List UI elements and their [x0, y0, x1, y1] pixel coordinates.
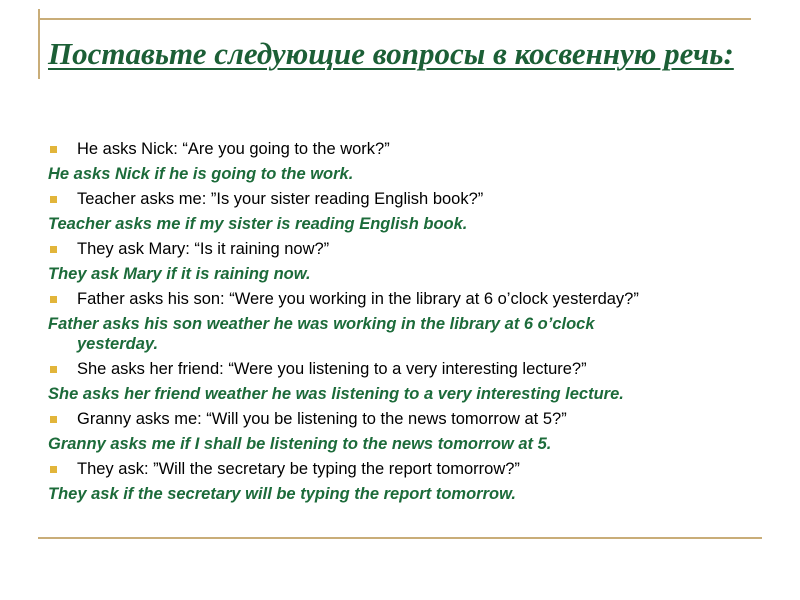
- bullet-icon: [50, 296, 57, 303]
- question-5-text: She asks her friend: “Were you listening to a very interesting lecture?”: [77, 360, 587, 378]
- bullet-icon: [50, 416, 57, 423]
- question-5: [48, 359, 768, 379]
- question-4-text: Father asks his son: “Were you working in the library at 6 o’clock yesterday?”: [77, 290, 639, 308]
- bullet-icon: [50, 366, 57, 373]
- answer-4: [48, 314, 768, 354]
- bullet-icon: [50, 146, 57, 153]
- question-1: [48, 139, 768, 159]
- question-6-text: Granny asks me: “Will you be listening to the news tomorrow at 5?”: [77, 410, 567, 428]
- answer-5: She asks her friend weather he was listening to a very interesting lecture.: [48, 385, 624, 403]
- exercise-list: [48, 139, 768, 509]
- answer-2: Teacher asks me if my sister is reading English book.: [48, 215, 468, 233]
- bullet-icon: [50, 466, 57, 473]
- answer-6: Granny asks me if I shall be listening to the news tomorrow at 5.: [48, 435, 552, 453]
- slide-title: Поставьте следующие вопросы в косвенную речь:: [48, 36, 734, 71]
- question-6: [48, 409, 768, 429]
- question-3: [48, 239, 768, 259]
- bullet-icon: [50, 246, 57, 253]
- bottom-rule: [38, 537, 762, 539]
- answer-4-line-2: yesterday.: [77, 335, 159, 353]
- question-4: [48, 289, 768, 309]
- answer-1: He asks Nick if he is going to the work.: [48, 165, 354, 183]
- question-2-text: Teacher asks me: ”Is your sister reading English book?”: [77, 190, 484, 208]
- answer-3: They ask Mary if it is raining now.: [48, 265, 311, 283]
- question-7: [48, 459, 768, 479]
- answer-7: They ask if the secretary will be typing the report tomorrow.: [48, 485, 516, 503]
- question-7-text: They ask: ”Will the secretary be typing the report tomorrow?”: [77, 460, 520, 478]
- answer-4-line-1: Father asks his son weather he was working in the library at 6 o’clock: [48, 315, 595, 333]
- question-2: [48, 189, 768, 209]
- question-1-text: He asks Nick: “Are you going to the work?”: [77, 140, 390, 158]
- question-3-text: They ask Mary: “Is it raining now?”: [77, 240, 330, 258]
- top-rule: [38, 18, 751, 20]
- bullet-icon: [50, 196, 57, 203]
